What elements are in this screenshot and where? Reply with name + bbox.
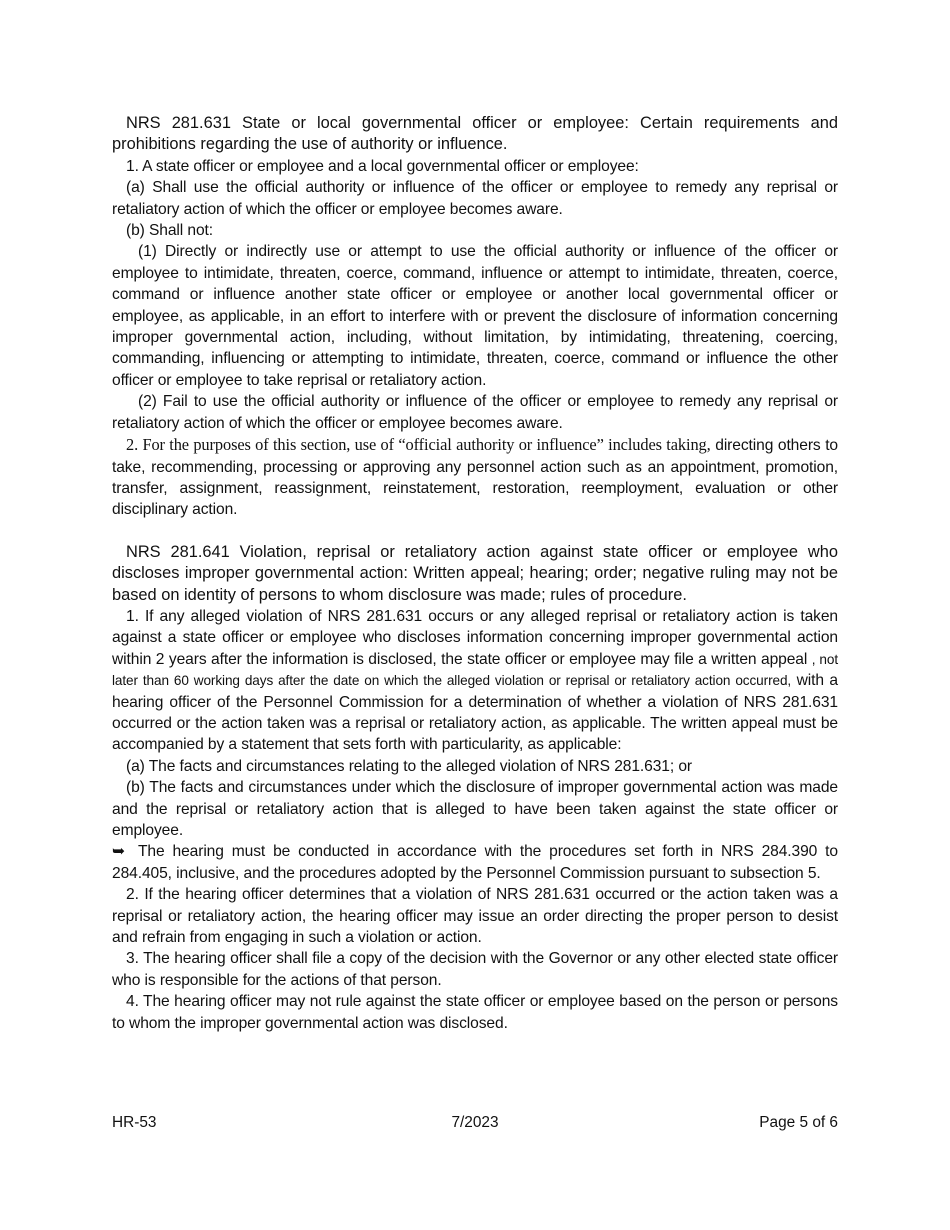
section-281-631-heading: NRS 281.631 State or local governmental officer or employee: Certain requirements and prohibitions regarding the use of authority or influence. <box>112 114 838 154</box>
section-281-631-subsection-2-rest: directing others to take, recommending, processing or approving any personnel action such as an appointment, promotion, transfer, assignment, reassignment, reinstatement, restoration, reemployment, evaluation or other disciplinary action. <box>112 437 838 519</box>
footer-form-id: HR-53 <box>112 1114 157 1131</box>
page-footer <box>112 1114 838 1136</box>
section-281-641-hearing-procedure-text: The hearing must be conducted in accordance with the procedures set forth in NRS 284.390 to 284.405, inclusive, and the procedures adopted by the Personnel Commission pursuant to subsection 5. <box>112 843 838 882</box>
section-281-641-paragraph-b: (b) The facts and circumstances under which the disclosure of improper governmental action was made and the reprisal or retaliatory action that is alleged to have been taken against the state officer or employee. <box>112 779 838 839</box>
section-281-641-subsection-1-text: 1. If any alleged violation of NRS 281.631 occurs or any alleged reprisal or retaliatory action is taken against a state officer or employee who discloses information concerning improper governmental action within 2 years after the information is disclosed, the state officer or employee may file a written appeal <box>112 607 838 668</box>
section-281-631-paragraph-a: (a) Shall use the official authority or influence of the officer or employee to remedy any reprisal or retaliatory action of which the officer or employee becomes aware. <box>112 179 838 218</box>
section-281-641-subsection-1 <box>112 606 838 756</box>
section-281-631-subsection-2-lead: 2. For the purposes of this section, use of “official authority or influence” includes taking, <box>126 435 711 455</box>
footer-date: 7/2023 <box>451 1114 499 1131</box>
footer-page-number: Page 5 of 6 <box>759 1114 838 1131</box>
section-281-641-subsection-4: 4. The hearing officer may not rule against the state officer or employee based on the person or persons to whom the improper governmental action was disclosed. <box>112 993 838 1032</box>
section-281-631-subparagraph-1: (1) Directly or indirectly use or attempt to use the official authority or influence of the officer or employee to intimidate, threaten, coerce, command, influence or attempt to intimidate, threaten, coerce, command or influence another state officer or employee or another local governmental officer or employee, as applicable, in an effort to interfere with or prevent the disclosure of information concerning improper governmental action, including, without limitation, by intimidating, threatening, coercing, commanding, influencing or attempting to intimidate, threaten, coerce, command or influence the other officer or employee to take reprisal or retaliatory action. <box>112 243 838 389</box>
section-281-641-appeal-deadline: , not later than 60 working days after the date on which the alleged violation or reprisal or retaliatory action occurred, <box>112 651 839 689</box>
arrow-icon: ➥ <box>112 843 125 861</box>
section-281-641-subsection-1-continued: with a hearing officer of the Personnel Commission for a determination of whether a violation of NRS 281.631 occurred or the action taken was a reprisal or retaliatory action, as applicable. The written appeal must be accompanied by a statement that sets forth with particularity, as applicable: <box>112 672 839 754</box>
section-281-631-subsection-2 <box>112 434 838 521</box>
section-281-631-subsection-1: 1. A state officer or employee and a local governmental officer or employee: <box>126 157 639 175</box>
section-281-641-paragraph-a: (a) The facts and circumstances relating to the alleged violation of NRS 281.631; or <box>126 757 692 775</box>
section-281-641-subsection-2: 2. If the hearing officer determines that a violation of NRS 281.631 occurred or the action taken was a reprisal or retaliatory action, the hearing officer may issue an order directing the proper person to desist and refrain from engaging in such a violation or action. <box>112 886 838 947</box>
document-body <box>112 113 838 1034</box>
section-281-631-paragraph-b: (b) Shall not: <box>126 222 214 240</box>
section-281-641-subsection-3: 3. The hearing officer shall file a copy of the decision with the Governor or any other elected state officer who is responsible for the actions of that person. <box>112 950 838 989</box>
section-281-641-hearing-procedure <box>112 841 838 884</box>
section-281-641-heading: NRS 281.641 Violation, reprisal or retaliatory action against state officer or employee who discloses improper governmental action: Written appeal; hearing; order; negative ruling may not be based on identity of persons to whom disclosure was made; rules of procedure. <box>112 542 838 604</box>
section-281-631-subparagraph-2: (2) Fail to use the official authority or influence of the officer or employee to remedy any reprisal or retaliatory action of which the officer or employee becomes aware. <box>112 393 838 432</box>
section-spacer <box>112 521 838 542</box>
